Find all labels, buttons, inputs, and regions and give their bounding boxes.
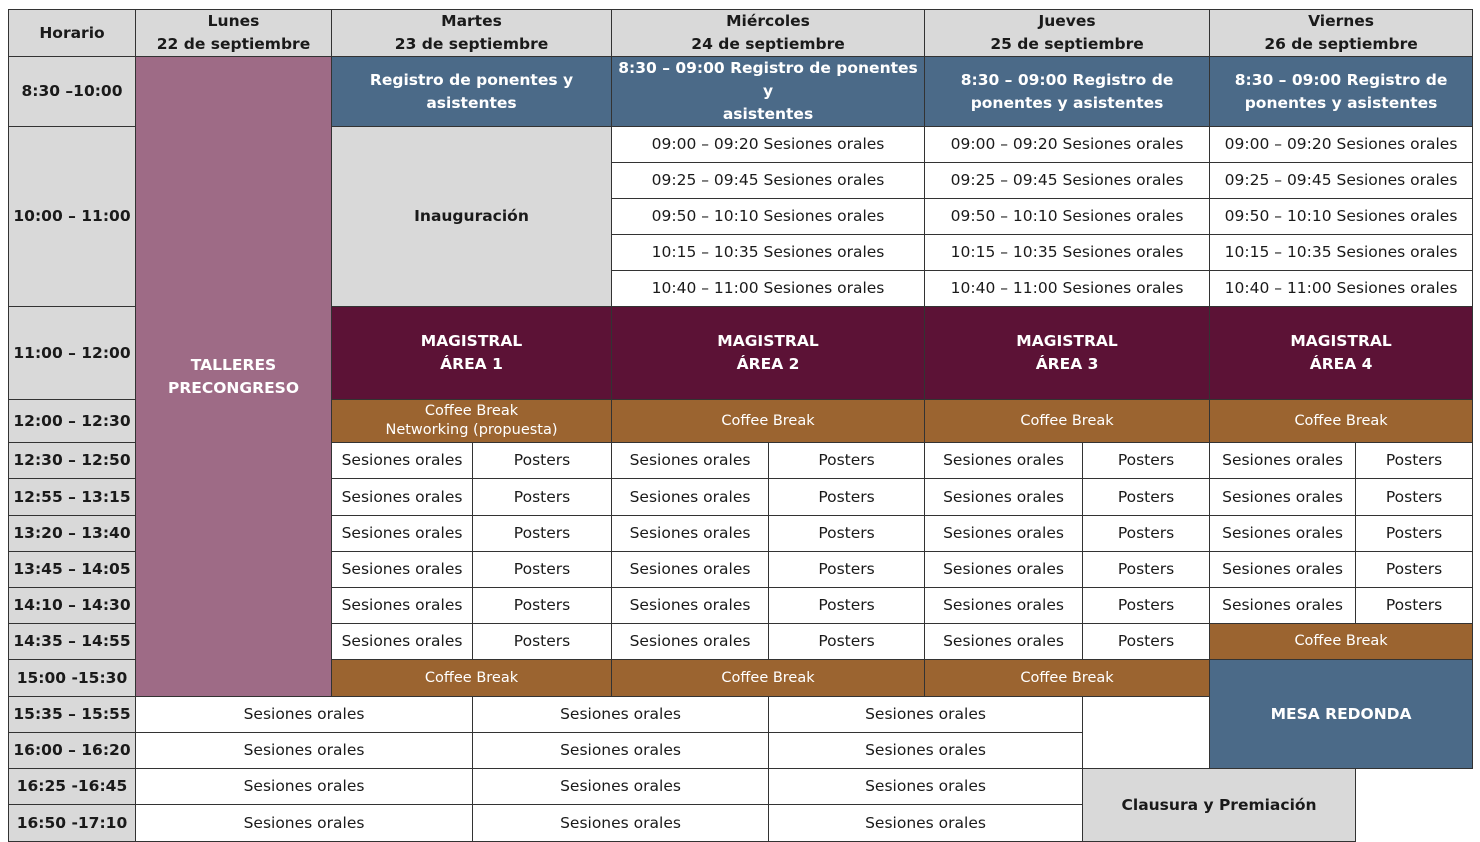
sesiones-orales: Sesiones orales [769,805,1083,842]
session-miercoles: 09:00 – 09:20 Sesiones orales [612,127,925,163]
session-miercoles: 09:25 – 09:45 Sesiones orales [612,163,925,199]
sesiones-orales: Sesiones orales [612,588,769,624]
posters: Posters [1356,443,1473,479]
header-jueves [925,10,1210,57]
sesiones-orales: Sesiones orales [925,479,1083,516]
sesiones-orales: Sesiones orales [925,516,1083,552]
sesiones-orales: Sesiones orales [769,769,1083,805]
magistral-area-2: MAGISTRAL ÁREA 2 [612,307,925,400]
posters: Posters [1083,624,1210,660]
time-slot: 14:35 – 14:55 [9,624,136,660]
header-horario: Horario [9,10,136,57]
coffee-break: Coffee Break [612,660,925,697]
day-date: 24 de septiembre [691,35,845,53]
magistral-area-3: MAGISTRAL ÁREA 3 [925,307,1210,400]
talleres-precongreso: TALLERES PRECONGRESO [136,57,332,697]
session-viernes: 09:00 – 09:20 Sesiones orales [1210,127,1473,163]
posters: Posters [1356,516,1473,552]
posters: Posters [1083,443,1210,479]
header-viernes [1210,10,1473,57]
session-miercoles: 09:50 – 10:10 Sesiones orales [612,199,925,235]
posters: Posters [769,516,925,552]
sesiones-orales: Sesiones orales [332,479,473,516]
sesiones-orales: Sesiones orales [473,733,769,769]
time-slot: 15:00 -15:30 [9,660,136,697]
session-viernes: 10:15 – 10:35 Sesiones orales [1210,235,1473,271]
session-jueves: 09:00 – 09:20 Sesiones orales [925,127,1210,163]
session-jueves: 09:25 – 09:45 Sesiones orales [925,163,1210,199]
time-slot: 15:35 – 15:55 [9,697,136,733]
session-jueves: 09:50 – 10:10 Sesiones orales [925,199,1210,235]
posters: Posters [769,479,925,516]
posters: Posters [473,479,612,516]
sesiones-orales: Sesiones orales [925,624,1083,660]
day-name: Jueves [1038,12,1096,30]
registro-jueves: 8:30 – 09:00 Registro de ponentes y asistentes [925,57,1210,127]
coffee-break: Coffee Break [332,660,612,697]
sesiones-orales: Sesiones orales [612,624,769,660]
inauguracion: Inauguración [332,127,612,307]
time-slot: 10:00 – 11:00 [9,127,136,307]
time-slot: 16:25 -16:45 [9,769,136,805]
day-date: 26 de septiembre [1264,35,1418,53]
header-row [9,10,1473,57]
time-slot: 14:10 – 14:30 [9,588,136,624]
sesiones-orales: Sesiones orales [612,516,769,552]
sesiones-orales: Sesiones orales [473,805,769,842]
row-0830 [9,57,1473,127]
sesiones-orales: Sesiones orales [332,443,473,479]
coffee-break: Coffee Break [1210,624,1473,660]
sesiones-orales: Sesiones orales [332,552,473,588]
time-slot: 12:00 – 12:30 [9,400,136,443]
sesiones-orales: Sesiones orales [769,697,1083,733]
coffee-break-networking: Coffee Break Networking (propuesta) [332,400,612,443]
posters: Posters [1356,552,1473,588]
sesiones-orales: Sesiones orales [925,588,1083,624]
session-viernes: 09:25 – 09:45 Sesiones orales [1210,163,1473,199]
session-miercoles: 10:15 – 10:35 Sesiones orales [612,235,925,271]
coffee-break: Coffee Break [1210,400,1473,443]
session-jueves: 10:40 – 11:00 Sesiones orales [925,271,1210,307]
day-name: Martes [441,12,502,30]
registro-viernes: 8:30 – 09:00 Registro de ponentes y asistentes [1210,57,1473,127]
sesiones-orales: Sesiones orales [136,697,473,733]
time-slot: 13:20 – 13:40 [9,516,136,552]
magistral-area-1: MAGISTRAL ÁREA 1 [332,307,612,400]
sesiones-orales: Sesiones orales [332,516,473,552]
sesiones-orales: Sesiones orales [925,552,1083,588]
sesiones-orales: Sesiones orales [1210,588,1356,624]
session-miercoles: 10:40 – 11:00 Sesiones orales [612,271,925,307]
sesiones-orales: Sesiones orales [332,588,473,624]
posters: Posters [1083,552,1210,588]
coffee-break: Coffee Break [925,660,1210,697]
time-slot: 13:45 – 14:05 [9,552,136,588]
registro-martes: Registro de ponentes y asistentes [332,57,612,127]
registro-miercoles: 8:30 – 09:00 Registro de ponentes y asistentes [612,57,925,127]
sesiones-orales: Sesiones orales [769,733,1083,769]
sesiones-orales: Sesiones orales [612,479,769,516]
clausura-premiacion: Clausura y Premiación [1083,769,1356,842]
posters: Posters [473,516,612,552]
sesiones-orales: Sesiones orales [473,769,769,805]
sesiones-orales: Sesiones orales [1210,443,1356,479]
time-slot: 12:30 – 12:50 [9,443,136,479]
time-slot: 12:55 – 13:15 [9,479,136,516]
posters: Posters [1356,588,1473,624]
coffee-break: Coffee Break [612,400,925,443]
time-slot: 11:00 – 12:00 [9,307,136,400]
posters: Posters [1356,479,1473,516]
time-slot: 16:00 – 16:20 [9,733,136,769]
posters: Posters [1083,516,1210,552]
day-name: Lunes [207,12,260,30]
sesiones-orales: Sesiones orales [925,443,1083,479]
coffee-break: Coffee Break [925,400,1210,443]
posters: Posters [769,443,925,479]
session-jueves: 10:15 – 10:35 Sesiones orales [925,235,1210,271]
session-viernes: 10:40 – 11:00 Sesiones orales [1210,271,1473,307]
sesiones-orales: Sesiones orales [136,805,473,842]
day-date: 25 de septiembre [990,35,1144,53]
session-viernes: 09:50 – 10:10 Sesiones orales [1210,199,1473,235]
header-miercoles [612,10,925,57]
posters: Posters [1083,479,1210,516]
sesiones-orales: Sesiones orales [612,552,769,588]
row-1625 [9,769,1473,805]
posters: Posters [769,552,925,588]
posters: Posters [1083,588,1210,624]
day-date: 22 de septiembre [156,35,311,53]
posters: Posters [473,588,612,624]
header-martes [332,10,612,57]
sesiones-orales: Sesiones orales [1210,516,1356,552]
sesiones-orales: Sesiones orales [1210,552,1356,588]
time-slot: 16:50 -17:10 [9,805,136,842]
posters: Posters [473,624,612,660]
sesiones-orales: Sesiones orales [136,769,473,805]
posters: Posters [473,552,612,588]
day-name: Viernes [1308,12,1375,30]
sesiones-orales: Sesiones orales [612,443,769,479]
sesiones-orales: Sesiones orales [136,733,473,769]
posters: Posters [769,624,925,660]
sesiones-orales: Sesiones orales [332,624,473,660]
magistral-area-4: MAGISTRAL ÁREA 4 [1210,307,1473,400]
sesiones-orales: Sesiones orales [1210,479,1356,516]
day-date: 23 de septiembre [394,35,549,53]
sesiones-orales: Sesiones orales [473,697,769,733]
header-lunes [136,10,332,57]
posters: Posters [769,588,925,624]
day-name: Miércoles [726,12,810,30]
time-slot: 8:30 –10:00 [9,57,136,127]
schedule-table [8,9,1473,842]
mesa-redonda: MESA REDONDA [1210,660,1473,769]
posters: Posters [473,443,612,479]
